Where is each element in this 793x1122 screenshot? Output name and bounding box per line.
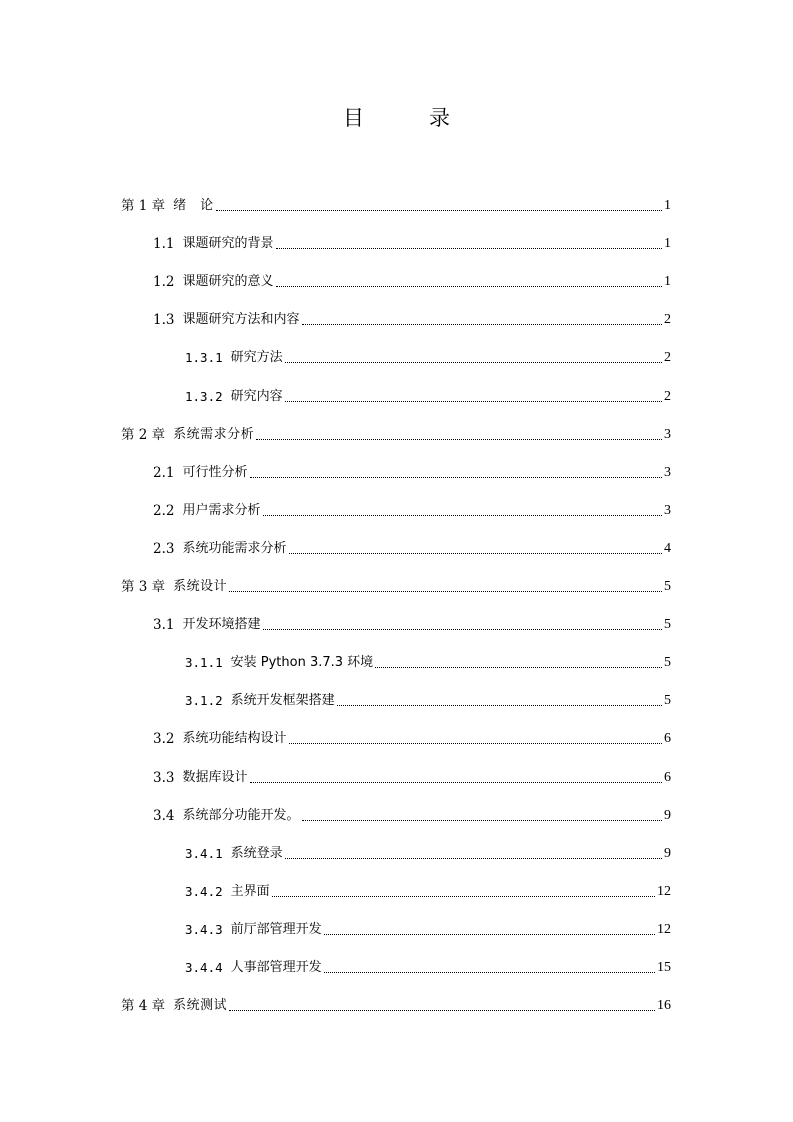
toc-entry[interactable] bbox=[153, 497, 671, 519]
toc-entry-title: 系统功能需求分析 bbox=[182, 540, 287, 556]
toc-entry[interactable] bbox=[153, 306, 671, 328]
toc-entry-page-number: 12 bbox=[657, 883, 671, 899]
toc-entry-number: 第 2 章 bbox=[121, 426, 166, 443]
toc-entry-number: 2.1 bbox=[153, 464, 175, 481]
toc-dot-leader bbox=[337, 704, 662, 706]
toc-entry[interactable] bbox=[121, 573, 671, 595]
toc-entry-page-number: 5 bbox=[664, 655, 671, 671]
toc-entry-page-number: 5 bbox=[664, 579, 671, 594]
toc-entry[interactable] bbox=[185, 649, 671, 671]
toc-dot-leader bbox=[276, 247, 663, 249]
toc-entry-number: 3.1.2 bbox=[185, 693, 223, 709]
toc-entry-title: 前厅部管理开发 bbox=[230, 921, 322, 937]
toc-entry-number: 3.1.1 bbox=[185, 655, 223, 671]
toc-entry-number: 2.2 bbox=[153, 502, 175, 519]
toc-entry-number: 3.4.4 bbox=[185, 960, 223, 975]
toc-entry-title: 可行性分析 bbox=[182, 464, 248, 480]
toc-entry-number: 3.2 bbox=[153, 731, 175, 748]
toc-entry[interactable] bbox=[153, 764, 671, 786]
toc-dot-leader bbox=[375, 666, 662, 668]
toc-entry-number: 1.3.1 bbox=[185, 350, 223, 366]
toc-entry[interactable] bbox=[121, 192, 671, 214]
toc-entry-number: 1.2 bbox=[153, 274, 175, 291]
toc-entry-page-number: 9 bbox=[664, 845, 671, 861]
toc-entry-page-number: 3 bbox=[664, 426, 671, 442]
toc-dot-leader bbox=[250, 476, 663, 478]
toc-entry-title: 数据库设计 bbox=[182, 769, 248, 785]
toc-entry[interactable] bbox=[153, 230, 671, 252]
toc-entry-page-number: 5 bbox=[664, 693, 671, 709]
toc-entry-page-number: 9 bbox=[664, 807, 671, 823]
toc-entry-page-number: 3 bbox=[664, 464, 671, 480]
toc-entry-number: 第 3 章 bbox=[121, 579, 166, 595]
toc-entry-title: 课题研究的背景 bbox=[182, 236, 274, 252]
toc-entry-title: 系统功能结构设计 bbox=[182, 731, 287, 747]
toc-entry-number: 3.4.1 bbox=[185, 845, 223, 861]
toc-dot-leader bbox=[272, 895, 655, 897]
toc-entry-number: 3.4.3 bbox=[185, 921, 223, 937]
toc-entry-title: 系统测试 bbox=[173, 998, 228, 1014]
toc-entry[interactable] bbox=[185, 687, 671, 709]
toc-entry[interactable] bbox=[185, 383, 671, 405]
toc-entry-number: 1.1 bbox=[153, 236, 175, 253]
toc-dot-leader bbox=[302, 819, 663, 821]
toc-entry-number: 3.4.2 bbox=[185, 883, 223, 899]
toc-entry[interactable] bbox=[185, 840, 671, 862]
toc-entry[interactable] bbox=[121, 421, 671, 443]
toc-entry[interactable] bbox=[153, 268, 671, 290]
toc-entry-number: 3.4 bbox=[153, 807, 175, 824]
toc-dot-leader bbox=[256, 438, 662, 440]
toc-entry-title: 开发环境搭建 bbox=[182, 617, 261, 633]
toc-dot-leader bbox=[324, 933, 655, 935]
toc-dot-leader bbox=[285, 400, 662, 402]
toc-entry-title: 系统登录 bbox=[230, 845, 283, 861]
toc-dot-leader bbox=[229, 1009, 655, 1011]
toc-entry-number: 2.3 bbox=[153, 540, 175, 557]
toc-entry-page-number: 1 bbox=[664, 274, 671, 290]
toc-entry[interactable] bbox=[185, 916, 671, 938]
page-title: 目 录 bbox=[343, 106, 472, 130]
toc-entry[interactable] bbox=[153, 535, 671, 557]
toc-dot-leader bbox=[263, 628, 663, 630]
toc-entry-title: 课题研究方法和内容 bbox=[182, 312, 300, 328]
toc-dot-leader bbox=[276, 285, 663, 287]
toc-entry-title: 绪 论 bbox=[173, 198, 214, 213]
toc-entry-number: 1.3 bbox=[153, 312, 175, 329]
toc-entry-page-number: 4 bbox=[664, 540, 671, 556]
toc-entry[interactable] bbox=[185, 878, 671, 900]
toc-entry-title: 系统需求分析 bbox=[173, 426, 255, 442]
toc-entry[interactable] bbox=[185, 954, 671, 976]
toc-entry-title: 人事部管理开发 bbox=[230, 960, 322, 975]
toc-entry-page-number: 6 bbox=[664, 769, 671, 785]
toc-entry-page-number: 12 bbox=[657, 921, 671, 937]
toc-entry[interactable] bbox=[153, 459, 671, 481]
toc-entry[interactable] bbox=[185, 344, 671, 366]
toc-entry-page-number: 1 bbox=[664, 198, 671, 213]
toc-entry-title: 系统设计 bbox=[173, 579, 228, 594]
toc-entry-page-number: 16 bbox=[657, 998, 671, 1014]
toc-entry-page-number: 15 bbox=[657, 960, 671, 975]
toc-dot-leader bbox=[302, 323, 663, 325]
toc-entry[interactable] bbox=[153, 611, 671, 633]
toc-entry-title: 课题研究的意义 bbox=[182, 274, 274, 290]
toc-entry-title: 安装 Python 3.7.3 环境 bbox=[230, 655, 374, 671]
toc-entry-title: 研究内容 bbox=[230, 388, 283, 404]
toc-dot-leader bbox=[285, 857, 662, 859]
toc-entry-page-number: 3 bbox=[664, 502, 671, 518]
toc-entry-page-number: 5 bbox=[664, 617, 671, 633]
toc-dot-leader bbox=[229, 590, 662, 592]
toc-entry-page-number: 2 bbox=[664, 350, 671, 366]
toc-entry-page-number: 2 bbox=[664, 388, 671, 404]
toc-entry-page-number: 1 bbox=[664, 236, 671, 252]
toc-entry-number: 1.3.2 bbox=[185, 388, 223, 404]
toc-entry-number: 第 1 章 bbox=[121, 198, 166, 214]
toc-dot-leader bbox=[263, 514, 663, 516]
toc-entry-title: 主界面 bbox=[230, 883, 270, 899]
toc-dot-leader bbox=[250, 781, 663, 783]
toc-entry-title: 系统部分功能开发。 bbox=[182, 807, 300, 823]
toc-entry-page-number: 2 bbox=[664, 312, 671, 328]
toc-entry-title: 系统开发框架搭建 bbox=[230, 693, 335, 709]
toc-entry[interactable] bbox=[153, 802, 671, 824]
toc-dot-leader bbox=[324, 971, 655, 973]
toc-entry-title: 研究方法 bbox=[230, 350, 283, 366]
toc-entry[interactable] bbox=[153, 725, 671, 747]
toc-entry-number: 3.3 bbox=[153, 769, 175, 786]
toc-dot-leader bbox=[289, 552, 663, 554]
toc-dot-leader bbox=[289, 742, 663, 744]
toc-entry-number: 3.1 bbox=[153, 617, 175, 634]
toc-entry-title: 用户需求分析 bbox=[182, 502, 261, 518]
toc-entry[interactable] bbox=[121, 992, 671, 1014]
toc-dot-leader bbox=[216, 209, 662, 211]
toc-entry-page-number: 6 bbox=[664, 731, 671, 747]
toc-entry-number: 第 4 章 bbox=[121, 998, 166, 1015]
toc-dot-leader bbox=[285, 361, 662, 363]
